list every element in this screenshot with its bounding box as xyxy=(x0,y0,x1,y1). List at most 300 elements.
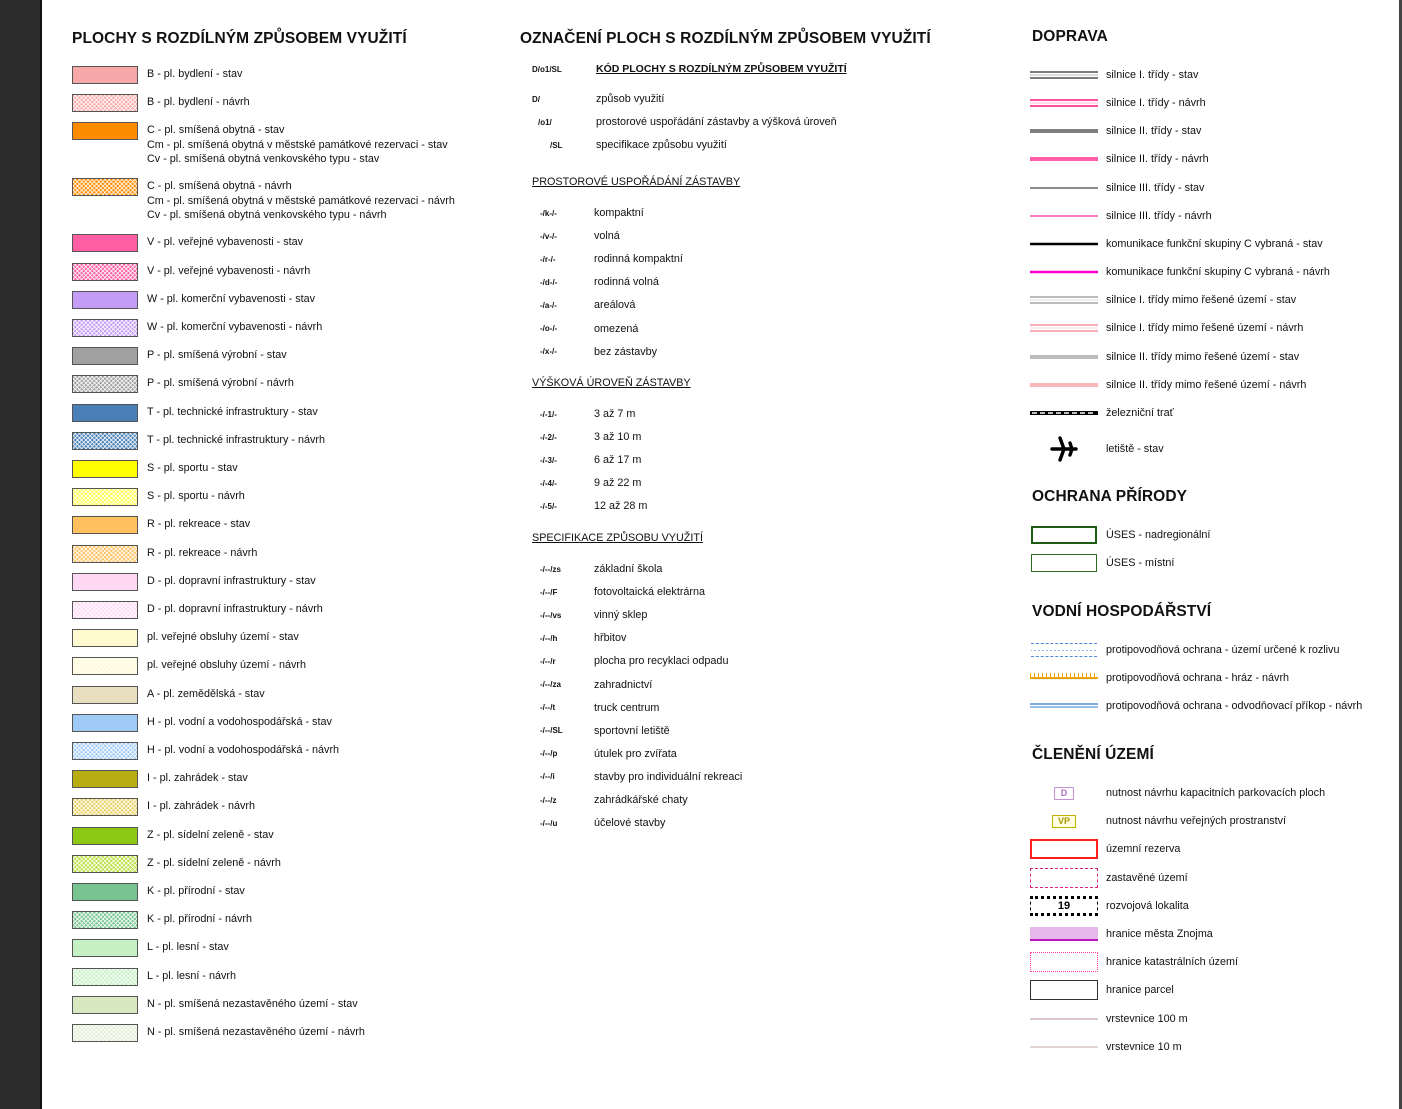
legend-label-line: H - pl. vodní a vodohospodářská - návrh xyxy=(147,744,340,756)
legend-row xyxy=(72,883,245,901)
code-value: -/--/r xyxy=(540,656,556,666)
legend-label-line: D - pl. dopravní infrastruktury - návrh xyxy=(147,603,323,615)
color-swatch xyxy=(72,657,138,675)
vodni-legend-row xyxy=(1030,668,1289,688)
code-meaning: způsob využití xyxy=(596,93,665,105)
cleneni-legend-row xyxy=(1030,868,1188,888)
doprava-legend-row xyxy=(1030,403,1174,423)
code-key-row xyxy=(550,138,727,152)
code-row xyxy=(540,585,705,599)
legend-label xyxy=(147,264,310,279)
doprava-legend-label: silnice III. třídy - návrh xyxy=(1106,209,1212,222)
code-row xyxy=(540,770,742,784)
airplane-icon xyxy=(1030,434,1098,464)
prikop-line-symbol xyxy=(1030,696,1098,716)
legend-row xyxy=(72,516,250,534)
legend-label xyxy=(147,123,448,167)
doprava-legend-label: silnice III. třídy - stav xyxy=(1106,181,1205,194)
code-description: účelové stavby xyxy=(594,817,666,830)
area-code-legend-title: OZNAČENÍ PLOCH S ROZDÍLNÝM ZPŮSOBEM VYUŽITÍ xyxy=(520,30,931,47)
uses-mis-line-symbol xyxy=(1030,553,1098,573)
code-row xyxy=(540,476,641,490)
legend-label-line: L - pl. lesní - návrh xyxy=(147,969,237,982)
legend-label-line: P - pl. smíšená výrobní - návrh xyxy=(147,377,294,390)
code-value: -/k-/- xyxy=(540,208,557,218)
code-row xyxy=(540,453,641,467)
doprava-legend-row xyxy=(1030,375,1306,395)
legend-label xyxy=(147,743,339,758)
dbl-lightpink-line-symbol xyxy=(1030,318,1098,338)
code-description: omezená xyxy=(594,322,639,335)
legend-label-line: Z - pl. sídelní zeleně - stav xyxy=(147,828,274,841)
doprava-legend-row xyxy=(1030,290,1296,310)
color-swatch xyxy=(72,516,138,534)
legend-label xyxy=(147,630,299,645)
code-row xyxy=(540,407,635,421)
legend-label-line: C - pl. smíšená obytná - návrh xyxy=(147,180,292,193)
code-description: kompaktní xyxy=(594,207,644,219)
rezerva-line-symbol xyxy=(1030,839,1098,859)
legend-row xyxy=(72,347,287,365)
legend-label xyxy=(147,940,229,955)
hraz-line-symbol xyxy=(1030,668,1098,688)
color-swatch xyxy=(72,460,138,478)
thin-gray-line-symbol xyxy=(1030,178,1098,198)
legend-label-line: K - pl. přírodní - návrh xyxy=(147,913,253,926)
code-value: -/a-/- xyxy=(540,300,557,310)
legend-label xyxy=(147,856,281,871)
legend-label-line: S - pl. sportu - návrh xyxy=(147,490,245,503)
thick-lightgray-line-symbol xyxy=(1030,347,1098,367)
legend-label-line: Cm - pl. smíšená obytná v městské památkové rezervaci - návrh xyxy=(147,194,455,207)
code-description: zahrádkářské chaty xyxy=(594,794,688,806)
legend-label-line: K - pl. přírodní - stav xyxy=(147,885,245,897)
color-swatch xyxy=(72,432,138,450)
code-example: /o1/ xyxy=(538,117,552,127)
legend-label-line: Cm - pl. smíšená obytná v městské památkové rezervaci - stav xyxy=(147,138,448,151)
code-description: stavby pro individuální rekreaci xyxy=(594,770,743,783)
doprava-legend-row xyxy=(1030,93,1206,113)
legend-row xyxy=(72,234,303,252)
code-row xyxy=(540,499,647,513)
legend-row xyxy=(72,742,339,760)
doprava-legend-label: letiště - stav xyxy=(1106,443,1164,455)
doprava-legend-label: železniční trať xyxy=(1106,406,1174,419)
vodni-legend-label: protipovodňová ochrana - hráz - návrh xyxy=(1106,672,1290,684)
legend-label xyxy=(147,715,332,730)
code-row xyxy=(540,816,665,830)
color-swatch xyxy=(72,601,138,619)
color-swatch xyxy=(72,404,138,422)
ochrana-legend-label: ÚSES - místní xyxy=(1106,557,1175,569)
vodni-legend-label: protipovodňová ochrana - území určené k rozlivu xyxy=(1106,644,1340,656)
legend-label xyxy=(147,376,294,391)
code-description: plocha pro recyklaci odpadu xyxy=(594,655,729,668)
doprava-legend-row xyxy=(1030,206,1212,226)
vrst10-line-symbol xyxy=(1030,1037,1098,1057)
cleneni-legend-row xyxy=(1030,783,1325,803)
code-row xyxy=(540,298,635,312)
legend-label xyxy=(147,828,274,843)
legend-label-line: W - pl. komerční vybavenosti - návrh xyxy=(147,321,323,333)
color-swatch xyxy=(72,234,138,252)
legend-label xyxy=(147,179,455,223)
cleneni-legend-label: vrstevnice 10 m xyxy=(1106,1040,1182,1053)
color-swatch xyxy=(72,827,138,845)
dbl-gray-line-symbol xyxy=(1030,65,1098,85)
code-description: 3 až 10 m xyxy=(594,431,642,444)
legend-row xyxy=(72,996,358,1014)
legend-label xyxy=(147,687,265,702)
code-value: -/-1/- xyxy=(540,409,557,419)
color-swatch xyxy=(72,911,138,929)
katastr-line-symbol xyxy=(1030,952,1098,972)
mesto-line-symbol xyxy=(1030,924,1098,944)
code-description: bez zástavby xyxy=(594,345,658,358)
code-value: -/--/za xyxy=(540,680,561,689)
doprava-legend-label: silnice II. třídy - návrh xyxy=(1106,153,1209,166)
doprava-legend-label: silnice II. třídy - stav xyxy=(1106,125,1202,138)
vodni-section-title: VODNÍ HOSPODÁŘSTVÍ xyxy=(1032,603,1212,620)
legend-label-line: V - pl. veřejné vybavenosti - návrh xyxy=(147,264,311,277)
uses-nad-line-symbol xyxy=(1030,525,1098,545)
doprava-legend-row xyxy=(1030,318,1303,338)
color-swatch xyxy=(72,66,138,84)
code-value: -/--/p xyxy=(540,749,558,759)
cleneni-legend-row xyxy=(1030,839,1180,859)
legend-row xyxy=(72,798,255,816)
code-value: -/--/zs xyxy=(540,564,561,574)
legend-label xyxy=(147,884,245,899)
legend-label-line: S - pl. sportu - stav xyxy=(147,462,238,474)
code-row xyxy=(540,562,662,576)
code-value: -/x-/- xyxy=(540,347,557,357)
parcel-line-symbol xyxy=(1030,980,1098,1000)
legend-label-line: W - pl. komerční vybavenosti - stav xyxy=(147,292,316,305)
black-line-symbol xyxy=(1030,234,1098,254)
code-description: 6 až 17 m xyxy=(594,454,642,467)
legend-label xyxy=(147,546,257,561)
code-description: vinný sklep xyxy=(594,609,648,622)
ochrana-legend-label: ÚSES - nadregionální xyxy=(1106,529,1211,541)
legend-label-line: H - pl. vodní a vodohospodářská - stav xyxy=(147,715,332,728)
legend-row xyxy=(72,911,252,929)
code-value: -/--/u xyxy=(540,818,558,828)
code-description: hřbitov xyxy=(594,632,627,645)
legend-row xyxy=(72,1024,365,1042)
color-swatch xyxy=(72,1024,138,1042)
legend-label-line: T - pl. technické infrastruktury - návrh xyxy=(147,433,326,446)
code-row xyxy=(540,322,638,336)
legend-label xyxy=(147,771,248,786)
symbol-label: 19 xyxy=(1057,899,1071,912)
vodni-legend-row xyxy=(1030,640,1339,660)
doprava-legend-label: komunikace funkční skupiny C vybraná - návrh xyxy=(1106,266,1330,279)
color-swatch xyxy=(72,883,138,901)
doprava-legend-row xyxy=(1030,439,1164,459)
cleneni-legend-label: hranice parcel xyxy=(1106,984,1174,997)
legend-label-line: Cv - pl. smíšená obytná venkovského typu - stav xyxy=(147,153,380,166)
legend-label xyxy=(147,320,322,335)
legend-label xyxy=(147,292,315,307)
magenta-line-symbol xyxy=(1030,262,1098,282)
color-swatch xyxy=(72,855,138,873)
legend-label xyxy=(147,517,250,532)
section-heading: SPECIFIKACE ZPŮSOBU VYUŽITÍ xyxy=(532,532,703,544)
legend-label-line: V - pl. veřejné vybavenosti - stav xyxy=(147,236,304,249)
code-meaning: specifikace způsobu využití xyxy=(596,139,727,151)
code-description: 9 až 22 m xyxy=(594,477,642,490)
thick-lightpink-line-symbol xyxy=(1030,375,1098,395)
cleneni-legend-label: územní rezerva xyxy=(1106,843,1181,856)
thick-pink-line-symbol xyxy=(1030,149,1098,169)
legend-label xyxy=(147,1025,365,1040)
color-swatch xyxy=(72,122,138,140)
legend-row xyxy=(72,657,306,675)
legend-label xyxy=(147,405,318,420)
code-value: -/-2/- xyxy=(540,432,557,442)
code-meaning: prostorové uspořádání zástavby a výšková úroveň xyxy=(596,116,837,128)
code-description: fotovoltaická elektrárna xyxy=(594,586,706,599)
code-row xyxy=(540,724,670,738)
legend-label-line: N - pl. smíšená nezastavěného území - návrh xyxy=(147,1026,365,1038)
legend-row xyxy=(72,404,318,422)
legend-row xyxy=(72,573,316,591)
legend-label xyxy=(147,489,245,504)
code-value: -/d-/- xyxy=(540,277,558,287)
cleneni-legend-row xyxy=(1030,1037,1182,1057)
legend-label-line: R - pl. rekreace - návrh xyxy=(147,546,258,559)
legend-label-line: D - pl. dopravní infrastruktury - stav xyxy=(147,574,316,587)
legend-label-line: P - pl. smíšená výrobní - stav xyxy=(147,349,287,362)
color-swatch xyxy=(72,319,138,337)
code-value: -/--/vs xyxy=(540,610,562,620)
ochrana-section-title: OCHRANA PŘÍRODY xyxy=(1032,488,1188,505)
thin-pink-line-symbol xyxy=(1030,206,1098,226)
legend-label xyxy=(147,461,238,476)
color-swatch xyxy=(72,263,138,281)
cleneni-legend-row xyxy=(1030,1009,1188,1029)
legend-row xyxy=(72,939,229,957)
code-value: -/-5/- xyxy=(540,501,557,511)
legend-sheet xyxy=(40,0,1401,1109)
code-description: volná xyxy=(594,230,620,243)
legend-label xyxy=(147,969,236,984)
legend-row xyxy=(72,178,455,223)
code-description: rodinná volná xyxy=(594,276,659,289)
doprava-legend-label: silnice II. třídy mimo řešené území - stav xyxy=(1106,350,1300,363)
legend-row xyxy=(72,545,257,563)
code-description: základní škola xyxy=(594,563,663,575)
code-row xyxy=(540,430,641,444)
legend-label-line: L - pl. lesní - stav xyxy=(147,941,229,954)
vodni-legend-row xyxy=(1030,696,1362,716)
legend-row xyxy=(72,855,281,873)
cleneni-legend-row xyxy=(1030,980,1174,1000)
code-value: -/-3/- xyxy=(540,455,557,465)
legend-row xyxy=(72,263,310,281)
section-heading: VÝŠKOVÁ ÚROVEŇ ZÁSTAVBY xyxy=(532,377,691,389)
legend-row xyxy=(72,827,274,845)
color-swatch xyxy=(72,798,138,816)
legend-row xyxy=(72,432,325,450)
code-row xyxy=(540,229,620,243)
legend-row xyxy=(72,319,322,337)
legend-label-line: Cv - pl. smíšená obytná venkovského typu - návrh xyxy=(147,209,387,222)
code-value: -/--/i xyxy=(540,772,555,782)
color-swatch xyxy=(72,686,138,704)
legend-row xyxy=(72,686,265,704)
code-example: /SL xyxy=(550,140,563,150)
legend-label xyxy=(147,95,250,110)
code-value: -/--/z xyxy=(540,795,557,805)
cleneni-legend-label: hranice katastrálních území xyxy=(1106,956,1239,969)
viewer-background xyxy=(0,0,40,1109)
code-key-row xyxy=(532,62,847,76)
doprava-legend-label: silnice I. třídy mimo řešené území - stav xyxy=(1106,294,1297,307)
legend-label-line: I - pl. zahrádek - návrh xyxy=(147,800,256,813)
code-description: areálová xyxy=(594,299,636,312)
cleneni-legend-row xyxy=(1030,924,1213,944)
color-swatch xyxy=(72,375,138,393)
legend-label-line: N - pl. smíšená nezastavěného území - stav xyxy=(147,997,358,1010)
vodni-legend-label: protipovodňová ochrana - odvodňovací příkop - návrh xyxy=(1106,700,1363,712)
legend-row xyxy=(72,291,315,309)
ochrana-legend-row xyxy=(1030,553,1174,573)
doprava-legend-label: silnice I. třídy - stav xyxy=(1106,69,1199,81)
doprava-legend-label: silnice II. třídy mimo řešené území - návrh xyxy=(1106,378,1307,391)
code-value: -/r-/- xyxy=(540,254,556,264)
code-description: útulek pro zvířata xyxy=(594,747,677,760)
code-value: -/--/t xyxy=(540,703,556,713)
legend-label xyxy=(147,433,325,448)
legend-label xyxy=(147,348,287,363)
code-row xyxy=(540,747,677,761)
dbl-lightgray-line-symbol xyxy=(1030,290,1098,310)
color-swatch xyxy=(72,291,138,309)
symbol-label: D xyxy=(1060,787,1068,798)
doprava-section-title: DOPRAVA xyxy=(1032,28,1108,45)
doprava-legend-row xyxy=(1030,121,1201,141)
cleneni-legend-label: nutnost návrhu veřejných prostranství xyxy=(1106,815,1287,828)
legend-label-line: Z - pl. sídelní zeleně - návrh xyxy=(147,856,281,869)
code-description: sportovní letiště xyxy=(594,724,670,737)
zastavene-line-symbol xyxy=(1030,868,1098,888)
legend-label xyxy=(147,235,303,250)
code-row xyxy=(540,793,688,807)
color-swatch xyxy=(72,714,138,732)
doprava-legend-row xyxy=(1030,149,1209,169)
legend-label-line: B - pl. bydlení - návrh xyxy=(147,96,250,109)
legend-label-line: R - pl. rekreace - stav xyxy=(147,518,251,531)
public-space-letter-badge xyxy=(1030,811,1098,831)
legend-row xyxy=(72,601,323,619)
development-area-symbol xyxy=(1030,896,1098,916)
thick-gray-line-symbol xyxy=(1030,121,1098,141)
color-swatch xyxy=(72,94,138,112)
code-row xyxy=(540,608,647,622)
code-value: -/--/h xyxy=(540,633,558,643)
ochrana-legend-row xyxy=(1030,525,1210,545)
code-value: -/v-/- xyxy=(540,231,557,241)
code-description: rodinná kompaktní xyxy=(594,253,683,266)
legend-row xyxy=(72,66,242,84)
color-swatch xyxy=(72,545,138,563)
color-swatch xyxy=(72,573,138,591)
code-row xyxy=(540,678,652,692)
legend-row xyxy=(72,122,448,167)
code-key-row xyxy=(532,92,664,106)
legend-row xyxy=(72,629,299,647)
color-swatch xyxy=(72,347,138,365)
doprava-legend-label: silnice I. třídy mimo řešené území - návrh xyxy=(1106,322,1304,335)
code-row xyxy=(540,252,683,266)
legend-label xyxy=(147,658,306,673)
code-row xyxy=(540,345,657,359)
cleneni-legend-label: hranice města Znojma xyxy=(1106,928,1213,940)
doprava-legend-row xyxy=(1030,178,1204,198)
code-row xyxy=(540,701,659,715)
doprava-legend-row xyxy=(1030,347,1299,367)
rozliv-line-symbol xyxy=(1030,640,1098,660)
legend-row xyxy=(72,94,250,112)
legend-row xyxy=(72,460,238,478)
legend-label-line: A - pl. zemědělská - stav xyxy=(147,687,265,700)
color-swatch xyxy=(72,742,138,760)
rail-line-symbol xyxy=(1030,403,1098,423)
code-value: -/o-/- xyxy=(540,324,558,333)
parking-letter-badge xyxy=(1030,783,1098,803)
color-swatch xyxy=(72,968,138,986)
legend-label-line: C - pl. smíšená obytná - stav xyxy=(147,124,285,137)
legend-label xyxy=(147,912,252,927)
doprava-legend-row xyxy=(1030,234,1323,254)
legend-row xyxy=(72,770,248,788)
vrst100-line-symbol xyxy=(1030,1009,1098,1029)
color-swatch xyxy=(72,939,138,957)
code-description: truck centrum xyxy=(594,701,660,714)
code-description: 3 až 7 m xyxy=(594,408,636,420)
land-use-legend-title: PLOCHY S ROZDÍLNÝM ZPŮSOBEM VYUŽITÍ xyxy=(72,30,407,47)
legend-label-line: pl. veřejné obsluhy území - stav xyxy=(147,631,299,644)
cleneni-legend-row xyxy=(1030,896,1189,916)
code-value: -/--/F xyxy=(540,587,558,597)
doprava-legend-label: komunikace funkční skupiny C vybraná - stav xyxy=(1106,237,1323,250)
cleneni-legend-row xyxy=(1030,952,1238,972)
code-value: -/-4/- xyxy=(540,478,557,488)
legend-label xyxy=(147,602,323,617)
legend-label-line: pl. veřejné obsluhy území - návrh xyxy=(147,659,307,672)
legend-row xyxy=(72,488,245,506)
color-swatch xyxy=(72,488,138,506)
legend-label-line: B - pl. bydlení - stav xyxy=(147,68,243,80)
cleneni-legend-label: vrstevnice 100 m xyxy=(1106,1012,1188,1025)
code-row xyxy=(540,654,728,668)
code-row xyxy=(540,631,626,645)
color-swatch xyxy=(72,629,138,647)
dbl-pink-line-symbol xyxy=(1030,93,1098,113)
doprava-legend-row xyxy=(1030,262,1330,282)
color-swatch xyxy=(72,770,138,788)
legend-row xyxy=(72,714,332,732)
code-key-row xyxy=(538,115,837,129)
cleneni-legend-row xyxy=(1030,811,1286,831)
cleneni-legend-label: rozvojová lokalita xyxy=(1106,899,1189,912)
code-example: D/ xyxy=(532,94,540,104)
doprava-legend-row xyxy=(1030,65,1198,85)
color-swatch xyxy=(72,178,138,196)
legend-label xyxy=(147,997,358,1012)
